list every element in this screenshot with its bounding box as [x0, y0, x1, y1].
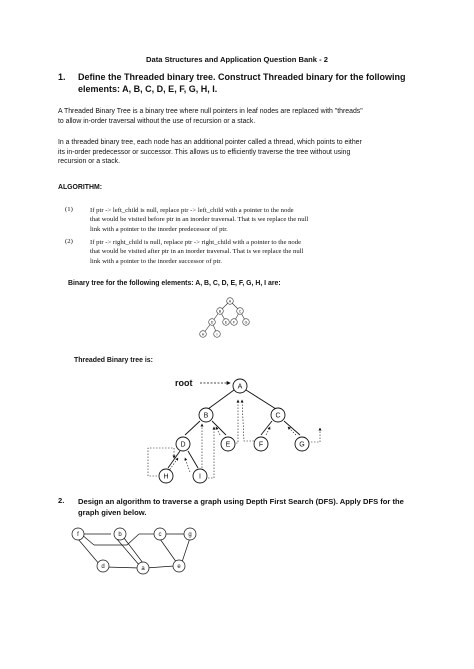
thread-label-g: G [299, 441, 305, 449]
algorithm-step-1-line2: that would be visited before ptr in an inorder traversal. That is we replace the null [90, 216, 309, 224]
q2-number: 2. [58, 496, 65, 505]
small-label-b: B [218, 309, 222, 314]
algorithm-step-2-line2: that would be visited after ptr in an inorder traversal. That is we replace the null [90, 248, 304, 256]
small-label-i: I [216, 332, 218, 337]
dfs-graph-diagram [60, 518, 220, 586]
thread-label-c: C [275, 412, 281, 420]
small-label-g: G [244, 320, 248, 325]
algorithm-step-2-line1: If ptr -> right_child is null, replace ptr -> right_child with a pointer to the node [90, 239, 302, 246]
binary-tree-heading: Binary tree for the following elements: A, B, C, D, E, F, G, H, I are: [68, 280, 281, 287]
binary-tree-diagram [190, 292, 260, 356]
graph-label-c: c [158, 532, 162, 538]
small-label-h: H [201, 332, 205, 337]
thread-label-h: H [163, 473, 169, 481]
small-label-d: D [210, 320, 214, 325]
threaded-tree-heading: Threaded Binary tree is: [74, 357, 153, 364]
algorithm-step-2 [90, 238, 303, 266]
q2-question-line1: Design an algorithm to traverse a graph using Depth First Search (DFS). Apply DFS for the [78, 497, 404, 506]
algorithm-step-2-number: (2) [65, 238, 73, 245]
small-label-e: E [224, 320, 228, 325]
graph-label-g: g [188, 532, 192, 538]
q2-question-line2: graph given below. [78, 508, 147, 517]
algorithm-heading: ALGORITHM: [58, 184, 103, 191]
graph-label-f: f [77, 532, 79, 538]
page-title: Data Structures and Application Question Bank - 2 [146, 55, 328, 64]
small-label-a: A [228, 299, 232, 304]
q1-number: 1. [58, 72, 66, 82]
q1-para1-line1: A Threaded Binary Tree is a binary tree where null pointers in leaf nodes are replaced with "threads" [58, 108, 363, 115]
q1-para1-line2: to allow in-order traversal without the use of recursion or a stack. [58, 117, 256, 125]
graph-label-a: a [141, 566, 145, 572]
small-label-c: C [238, 309, 242, 314]
q1-question-line1: Define the Threaded binary tree. Construct Threaded binary for the following [78, 72, 406, 82]
q1-para2-line2: its in-order predecessor or successor. This allows us to efficiently traverse the tree without using [58, 148, 351, 156]
algorithm-step-1-number: (1) [65, 206, 73, 213]
algorithm-step-1 [90, 206, 308, 234]
algorithm-step-1-line3: link with a pointer to the inorder predecessor of ptr. [90, 225, 228, 233]
thread-label-d: D [180, 441, 186, 449]
q1-question-line2: elements: A, B, C, D, E, F, G, H, I. [78, 84, 218, 94]
q1-para2-line3: recursion or a stack. [58, 158, 121, 166]
thread-label-e: E [225, 441, 231, 449]
algorithm-step-2-line3: link with a pointer to the inorder successor of ptr. [90, 257, 222, 265]
root-label: root [175, 378, 193, 388]
algorithm-step-1-line1: If ptr -> left_child is null, replace ptr -> left_child with a pointer to the node [90, 207, 294, 214]
thread-label-i: I [199, 473, 201, 481]
graph-label-d: d [101, 564, 105, 570]
thread-label-b: B [203, 412, 209, 420]
thread-label-f: F [258, 441, 264, 449]
threaded-tree-diagram [130, 372, 340, 487]
graph-label-e: e [177, 564, 181, 570]
small-label-f: F [232, 320, 236, 325]
q1-para1 [58, 107, 430, 126]
q1-para2 [58, 138, 430, 167]
q1-para2-line1: In a threaded binary tree, each node has an additional pointer called a thread, which points to either [58, 139, 362, 146]
graph-label-b: b [118, 532, 122, 538]
thread-label-a: A [237, 383, 243, 391]
